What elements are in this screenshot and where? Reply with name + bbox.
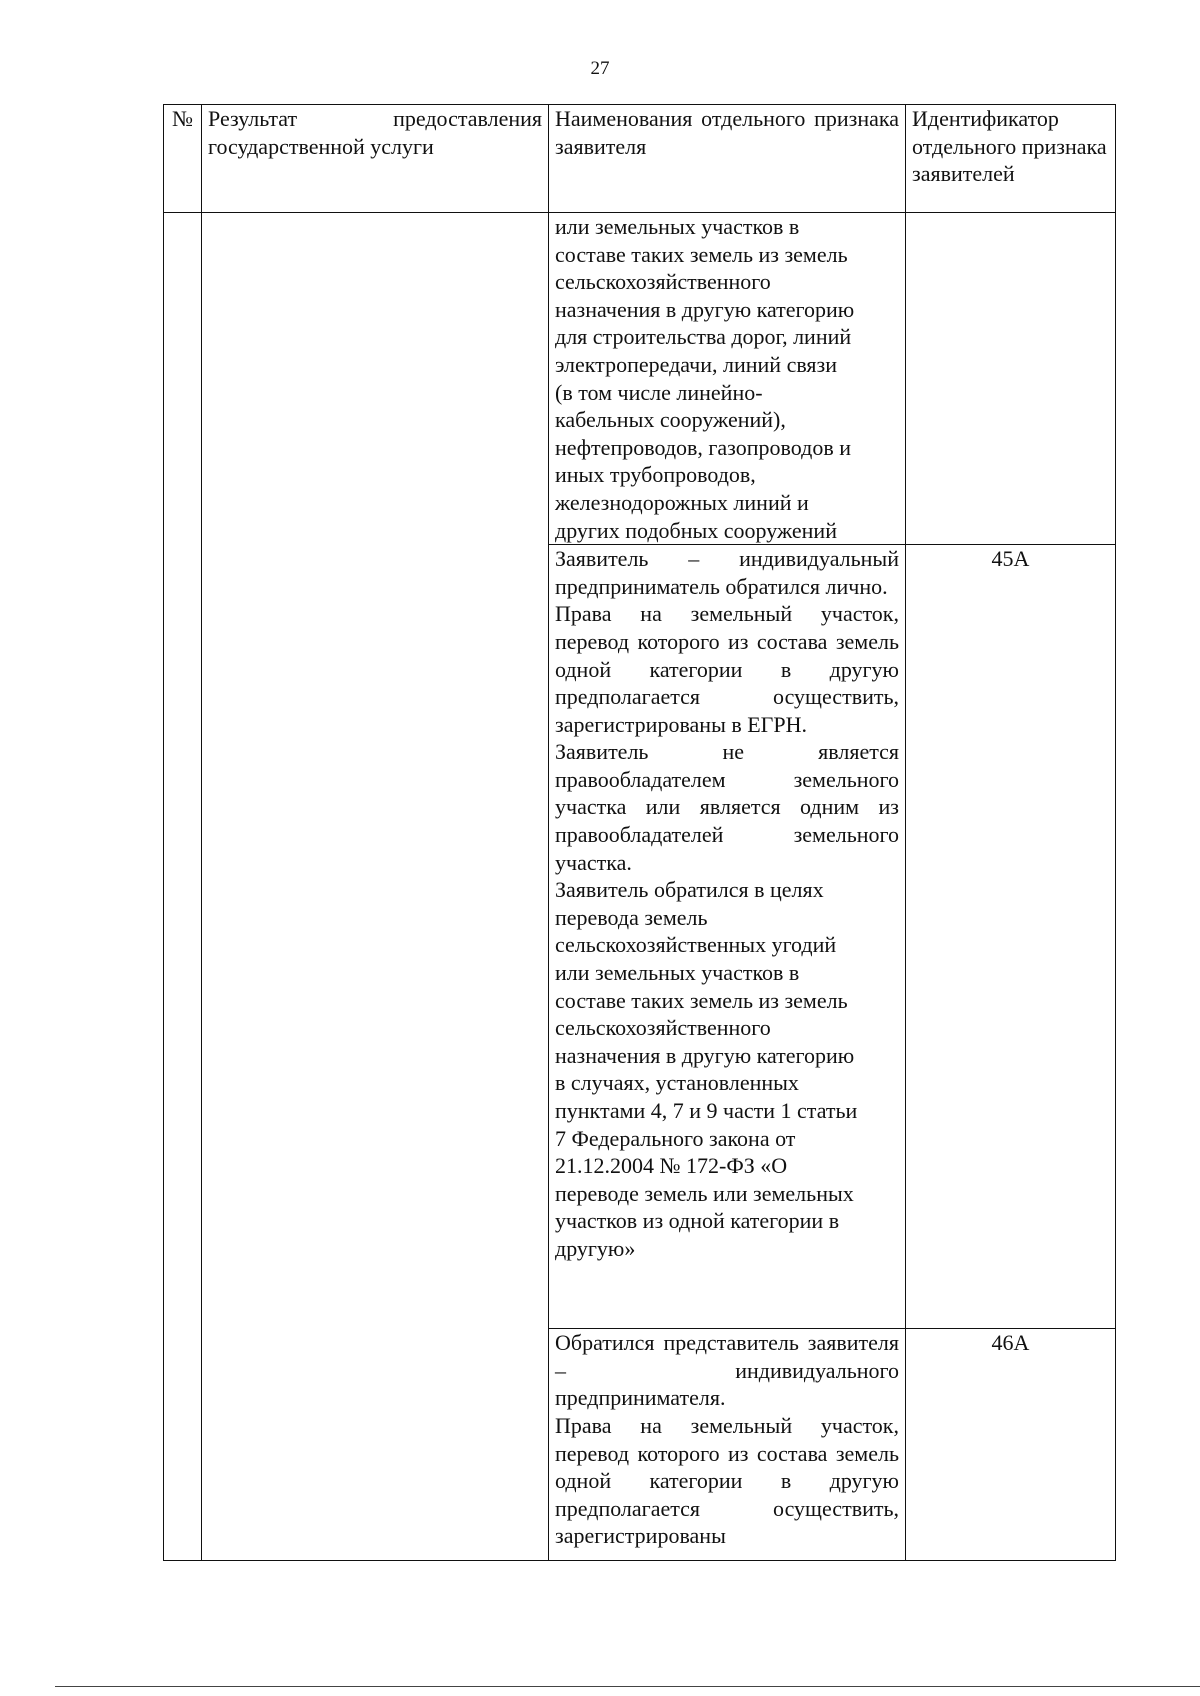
table-row: [164, 213, 1116, 545]
attribute-line: участков из одной категории в: [555, 1208, 840, 1234]
attribute-line: нефтепроводов, газопроводов и: [555, 434, 851, 460]
page-bottom-rule: [55, 1686, 1200, 1687]
header-result: Результат предоставления государственной услуги: [202, 105, 549, 213]
attribute-line: назначения в другую категорию: [555, 1042, 855, 1068]
attribute-line: другую»: [555, 1235, 636, 1261]
attribute-line: иных трубопроводов,: [555, 462, 756, 488]
attribute-line: кабельных сооружений),: [555, 407, 786, 433]
attribute-name-cell: [549, 213, 906, 545]
attribute-paragraph: Заявитель не является правообладателем земельного участка или является одним из правообладателей земельного участка.: [555, 739, 899, 875]
attribute-line: переводе земель или земельных: [555, 1180, 854, 1206]
attribute-line: сельскохозяйственных угодий: [555, 932, 837, 958]
attribute-line: или земельных участков в: [555, 960, 800, 986]
attribute-line: Заявитель обратился в целях: [555, 877, 824, 903]
attribute-line: составе таких земель из земель: [555, 241, 848, 267]
attribute-line: (в том числе линейно-: [555, 379, 763, 405]
attribute-line: 7 Федерального закона от: [555, 1125, 796, 1151]
attribute-line: или земельных участков в: [555, 214, 800, 239]
number-cell: [164, 213, 202, 1561]
attribute-paragraph: Заявитель – индивидуальный предприниматель обратился лично.: [555, 546, 899, 599]
attribute-line: других подобных сооружений: [555, 517, 837, 543]
attribute-paragraph: Права на земельный участок, перевод которого из состава земель одной категории в другую предполагается осуществить, зарегистрированы в ЕГРН.: [555, 601, 899, 737]
attribute-line: назначения в другую категорию: [555, 296, 855, 322]
attribute-line: железнодорожных линий и: [555, 489, 809, 515]
attribute-line: перевода земель: [555, 904, 708, 930]
header-number: №: [164, 105, 202, 213]
header-identifier: Идентификатор отдельного признака заявителей: [906, 105, 1116, 213]
attribute-line: пунктами 4, 7 и 9 части 1 статьи: [555, 1098, 858, 1123]
identifier-cell: 45А: [906, 545, 1116, 1329]
attribute-paragraph: Права на земельный участок, перевод которого из состава земель одной категории в другую предполагается осуществить, зарегистрированы: [555, 1412, 899, 1549]
attribute-line: сельскохозяйственного: [555, 1015, 771, 1041]
identifier-cell: 46А: [906, 1329, 1116, 1561]
applicant-attributes-table: [163, 104, 1116, 1561]
attribute-line: 21.12.2004 № 172-ФЗ «О: [555, 1153, 788, 1179]
attribute-line: электропередачи, линий связи: [555, 351, 838, 377]
attribute-paragraph: Обратился представитель заявителя – индивидуального предпринимателя.: [555, 1330, 899, 1411]
attribute-line: для строительства дорог, линий: [555, 324, 852, 350]
attribute-name-cell: [549, 545, 906, 1329]
page-number: 27: [590, 58, 610, 79]
attribute-name-cell: [549, 1329, 906, 1561]
identifier-cell: [906, 213, 1116, 545]
table-header-row: [164, 105, 1116, 213]
result-cell: [202, 213, 549, 1561]
attribute-line: в случаях, установленных: [555, 1070, 799, 1096]
attribute-line: составе таких земель из земель: [555, 987, 848, 1013]
header-name: Наименования отдельного признака заявителя: [549, 105, 906, 213]
attribute-line: сельскохозяйственного: [555, 269, 771, 295]
